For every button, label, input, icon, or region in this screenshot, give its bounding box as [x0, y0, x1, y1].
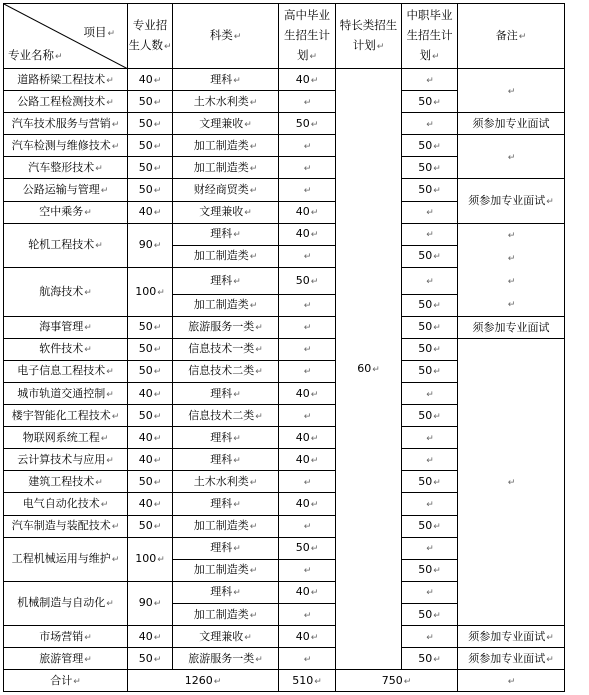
header-row: [4, 4, 565, 69]
high-school-count: 40 ↵: [279, 449, 336, 471]
high-school-count: [279, 91, 336, 113]
high-school-count: [279, 648, 336, 670]
header-vocational-plan: 中职毕业生招生计划 ↵: [402, 4, 458, 69]
remark-cell: [458, 223, 565, 316]
vocational-count: 50 ↵: [402, 157, 458, 179]
vocational-count: [402, 223, 458, 245]
major-name: 机械制造与自动化 ↵: [4, 581, 128, 625]
major-quota: 50 ↵: [128, 360, 173, 382]
vocational-count: [402, 267, 458, 294]
major-quota: 40 ↵: [128, 201, 173, 223]
table-row: [4, 625, 565, 647]
total-label: 合计 ↵: [4, 670, 128, 692]
major-category: 信息技术一类 ↵: [173, 338, 279, 360]
table-row: [4, 648, 565, 670]
major-category: 理科 ↵: [173, 449, 279, 471]
major-category: 加工制造类 ↵: [173, 157, 279, 179]
major-quota: 50 ↵: [128, 113, 173, 135]
vocational-count: [402, 449, 458, 471]
major-name: 道路桥梁工程技术 ↵: [4, 69, 128, 91]
major-category: 土木水利类 ↵: [173, 471, 279, 493]
major-category: 理科 ↵: [173, 69, 279, 91]
total-quota: 1260 ↵: [128, 670, 279, 692]
major-category: 信息技术二类 ↵: [173, 405, 279, 427]
vocational-count: 50 ↵: [402, 471, 458, 493]
major-quota: 40 ↵: [128, 625, 173, 647]
high-school-count: [279, 135, 336, 157]
vocational-count: [402, 382, 458, 404]
vocational-count: [402, 69, 458, 91]
vocational-count: [402, 537, 458, 559]
major-name: 楼宇智能化工程技术 ↵: [4, 405, 128, 427]
vocational-count: 50 ↵: [402, 559, 458, 581]
high-school-count: 40 ↵: [279, 223, 336, 245]
vocational-count: 50 ↵: [402, 294, 458, 316]
major-category: 旅游服务一类 ↵: [173, 648, 279, 670]
high-school-count: 40 ↵: [279, 382, 336, 404]
major-category: 加工制造类 ↵: [173, 515, 279, 537]
high-school-count: [279, 405, 336, 427]
major-name: 市场营销 ↵: [4, 625, 128, 647]
major-category: 加工制造类 ↵: [173, 294, 279, 316]
major-quota: 50 ↵: [128, 648, 173, 670]
major-name: 轮机工程技术 ↵: [4, 223, 128, 267]
high-school-count: [279, 157, 336, 179]
major-category: 土木水利类 ↵: [173, 91, 279, 113]
major-category: 文理兼收 ↵: [173, 625, 279, 647]
major-name: 汽车技术服务与营销 ↵: [4, 113, 128, 135]
high-school-count: [279, 471, 336, 493]
vocational-count: 50 ↵: [402, 603, 458, 625]
header-special-plan: 特长类招生计划 ↵: [336, 4, 402, 69]
high-school-count: [279, 360, 336, 382]
major-name: 公路工程检测技术 ↵: [4, 91, 128, 113]
high-school-count: [279, 338, 336, 360]
major-name: 空中乘务 ↵: [4, 201, 128, 223]
vocational-count: [402, 493, 458, 515]
vocational-count: 50 ↵: [402, 648, 458, 670]
vocational-count: [402, 427, 458, 449]
major-category: 理科 ↵: [173, 267, 279, 294]
major-name: 海事管理 ↵: [4, 316, 128, 338]
major-category: 加工制造类 ↵: [173, 245, 279, 267]
remark-cell: 须参加专业面试 ↵: [458, 179, 565, 223]
remark-cell: 须参加专业面试 ↵: [458, 625, 565, 647]
major-name: 汽车制造与装配技术 ↵: [4, 515, 128, 537]
header-remark: 备注 ↵: [458, 4, 565, 69]
high-school-count: 40 ↵: [279, 201, 336, 223]
high-school-count: 40 ↵: [279, 427, 336, 449]
major-quota: 50 ↵: [128, 515, 173, 537]
header-quota: 专业招生人数 ↵: [128, 4, 173, 69]
header-major-name-label: 专业名称 ↵: [8, 49, 63, 63]
high-school-count: 40 ↵: [279, 581, 336, 603]
remark-cell: 须参加专业面试: [458, 113, 565, 135]
major-name: 旅游管理 ↵: [4, 648, 128, 670]
major-name: 工程机械运用与维护 ↵: [4, 537, 128, 581]
total-vocational: 750 ↵: [336, 670, 458, 692]
major-quota: 50 ↵: [128, 135, 173, 157]
vocational-count: [402, 581, 458, 603]
major-name: 汽车检测与维修技术 ↵: [4, 135, 128, 157]
high-school-count: 50 ↵: [279, 267, 336, 294]
high-school-count: [279, 559, 336, 581]
major-quota: 50 ↵: [128, 91, 173, 113]
enrollment-plan-table: [3, 3, 565, 692]
major-name: 电子信息工程技术 ↵: [4, 360, 128, 382]
major-quota: 50 ↵: [128, 316, 173, 338]
table-row: [4, 316, 565, 338]
major-name: 城市轨道交通控制 ↵: [4, 382, 128, 404]
major-name: 云计算技术与应用 ↵: [4, 449, 128, 471]
table-row: [4, 223, 565, 245]
vocational-count: 50 ↵: [402, 515, 458, 537]
major-quota: 50 ↵: [128, 405, 173, 427]
header-category: 科类 ↵: [173, 4, 279, 69]
major-quota: 50 ↵: [128, 338, 173, 360]
vocational-count: 50 ↵: [402, 316, 458, 338]
major-quota: 40 ↵: [128, 493, 173, 515]
total-high-school: 510 ↵: [279, 670, 336, 692]
major-quota: 40 ↵: [128, 69, 173, 91]
major-quota: 40 ↵: [128, 449, 173, 471]
table-row: [4, 113, 565, 135]
vocational-count: 50 ↵: [402, 360, 458, 382]
major-quota: 90 ↵: [128, 581, 173, 625]
major-quota: 50 ↵: [128, 471, 173, 493]
major-name: 公路运输与管理 ↵: [4, 179, 128, 201]
table-row: [4, 69, 565, 91]
major-category: 旅游服务一类 ↵: [173, 316, 279, 338]
major-category: 理科 ↵: [173, 493, 279, 515]
vocational-count: 50 ↵: [402, 245, 458, 267]
vocational-count: [402, 625, 458, 647]
major-quota: 40 ↵: [128, 427, 173, 449]
major-name: 航海技术 ↵: [4, 267, 128, 316]
vocational-count: 50 ↵: [402, 338, 458, 360]
major-quota: 50 ↵: [128, 179, 173, 201]
vocational-count: [402, 201, 458, 223]
vocational-count: 50 ↵: [402, 91, 458, 113]
remark-cell: 须参加专业面试 ↵: [458, 648, 565, 670]
major-category: 理科 ↵: [173, 537, 279, 559]
remark-cell: [458, 69, 565, 113]
high-school-count: 40 ↵: [279, 69, 336, 91]
high-school-count: [279, 179, 336, 201]
vocational-count: 50 ↵: [402, 405, 458, 427]
header-high-school-plan: 高中毕业生招生计划 ↵: [279, 4, 336, 69]
major-category: 理科 ↵: [173, 581, 279, 603]
major-category: 理科 ↵: [173, 382, 279, 404]
header-diagonal-cell: [4, 4, 128, 69]
table-row: [4, 338, 565, 360]
table-row: [4, 179, 565, 201]
remark-cell: 须参加专业面试: [458, 316, 565, 338]
header-item-label: 项目 ↵: [83, 26, 115, 40]
remark-cell: [458, 135, 565, 179]
major-category: 信息技术二类 ↵: [173, 360, 279, 382]
major-category: 理科 ↵: [173, 223, 279, 245]
major-category: 加工制造类 ↵: [173, 603, 279, 625]
total-remark: [458, 670, 565, 692]
major-name: 电气自动化技术 ↵: [4, 493, 128, 515]
vocational-count: [402, 113, 458, 135]
high-school-count: [279, 245, 336, 267]
special-plan-cell: 60 ↵: [336, 69, 402, 670]
major-name: 建筑工程技术 ↵: [4, 471, 128, 493]
remark-cell: [458, 338, 565, 625]
major-quota: 100 ↵: [128, 537, 173, 581]
major-category: 加工制造类 ↵: [173, 135, 279, 157]
high-school-count: 40 ↵: [279, 493, 336, 515]
major-category: 文理兼收 ↵: [173, 113, 279, 135]
major-name: 软件技术 ↵: [4, 338, 128, 360]
high-school-count: [279, 294, 336, 316]
high-school-count: 50 ↵: [279, 113, 336, 135]
major-quota: 50 ↵: [128, 157, 173, 179]
major-quota: 40 ↵: [128, 382, 173, 404]
total-row: [4, 670, 565, 692]
major-quota: 100 ↵: [128, 267, 173, 316]
high-school-count: [279, 316, 336, 338]
major-category: 文理兼收 ↵: [173, 201, 279, 223]
high-school-count: 40 ↵: [279, 625, 336, 647]
major-category: 加工制造类 ↵: [173, 559, 279, 581]
high-school-count: [279, 515, 336, 537]
table-row: [4, 135, 565, 157]
major-name: 物联网系统工程 ↵: [4, 427, 128, 449]
vocational-count: 50 ↵: [402, 179, 458, 201]
major-category: 财经商贸类 ↵: [173, 179, 279, 201]
major-category: 理科 ↵: [173, 427, 279, 449]
high-school-count: [279, 603, 336, 625]
major-quota: 90 ↵: [128, 223, 173, 267]
high-school-count: 50 ↵: [279, 537, 336, 559]
vocational-count: 50 ↵: [402, 135, 458, 157]
major-name: 汽车整形技术 ↵: [4, 157, 128, 179]
